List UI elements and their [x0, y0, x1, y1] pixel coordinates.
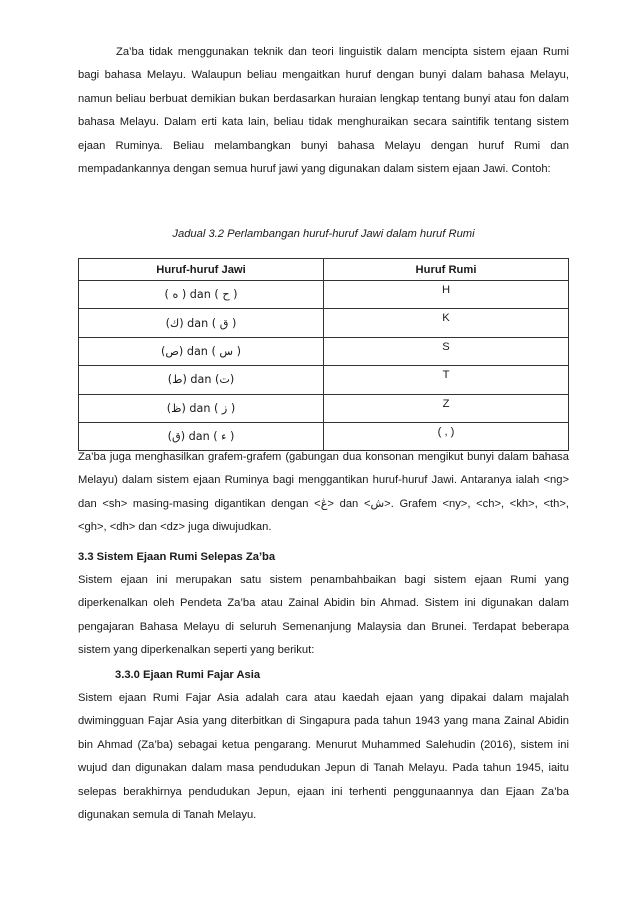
- fajar-asia-paragraph: Sistem ejaan Rumi Fajar Asia adalah cara atau kaedah ejaan yang dipakai dalam majalah dwimingguan Fajar Asia yang diterbitkan di Singapura pada tahun 1943 yang mana Zainal Abidin bin Ahmad (Za’ba) sebagai ketua pengarang. Menurut Muhammed Salehudin (2016), sistem ini wujud dan digunakan dalam masa pendudukan Jepun di Tanah Melayu. Pada tahun 1945, iaitu selepas berakhirnya pendudukan Jepun, ejaan ini terhenti penggunaannya dan Ejaan Za’ba digunakan semula di Tanah Melayu.: [78, 692, 569, 822]
- intro-paragraph: Za’ba tidak menggunakan teknik dan teori linguistik dalam mencipta sistem ejaan Rumi bagi bahasa Melayu. Walaupun beliau mengaitkan huruf dengan bunyi dalam bahasa Melayu, namun beliau berbuat demikian bukan berdasarkan huraian lengkap tentang bunyi atau fon dalam bahasa Melayu. Dalam erti kata lain, beliau tidak menghuraikan secara saintifik tentang sistem ejaan Ruminya. Beliau melambangkan bunyi bahasa Melayu dengan huruf Rumi dan mempadankannya dengan semua huruf jawi yang digunakan dalam sistem ejaan Jawi. Contoh:: [78, 46, 569, 176]
- jawi-rumi-table: [78, 258, 569, 451]
- rumi-cell: T: [324, 366, 569, 394]
- rumi-cell: H: [324, 281, 569, 309]
- jawi-cell: (ق) dan ( ء ): [79, 422, 324, 450]
- jawi-cell: (ك) dan ( ق ): [79, 309, 324, 337]
- header-rumi: Huruf Rumi: [324, 259, 569, 281]
- section-paragraph: Sistem ejaan ini merupakan satu sistem penambahbaikan bagi sistem ejaan Rumi yang diperkenalkan oleh Pendeta Za’ba atau Zainal Abidin bin Ahmad. Sistem ini digunakan dalam pengajaran Bahasa Melayu di seluruh Semenanjung Malaysia dan Brunei. Terdapat beberapa sistem yang diperkenalkan seperti yang berikut:: [78, 574, 569, 657]
- jawi-cell: (ظ) dan ( ز ): [79, 394, 324, 422]
- table-caption: Jadual 3.2 Perlambangan huruf-huruf Jawi dalam huruf Rumi: [172, 228, 475, 240]
- grapheme-paragraph: Za’ba juga menghasilkan grafem-grafem (gabungan dua konsonan mengikut bunyi dalam bahasa Melayu) dalam sistem ejaan Ruminya bagi menggantikan huruf-huruf Jawi. Antaranya ialah <ng> dan <sh> masing-masing digantikan dengan <ڠ> dan <ش>. Grafem <ny>, <ch>, <kh>, <th>, <gh>, <dh> dan <dz> juga diwujudkan.: [78, 451, 569, 534]
- jawi-cell: (ص) dan ( س ): [79, 337, 324, 365]
- rumi-cell: K: [324, 309, 569, 337]
- subsection-heading: 3.3.0 Ejaan Rumi Fajar Asia: [115, 669, 261, 681]
- section-heading: 3.3 Sistem Ejaan Rumi Selepas Za’ba: [78, 551, 276, 563]
- jawi-cell: ( ه ) dan ( ح ): [79, 281, 324, 309]
- rumi-cell: S: [324, 337, 569, 365]
- table-row: [79, 281, 569, 309]
- table-row: [79, 337, 569, 365]
- rumi-cell: Z: [324, 394, 569, 422]
- table-header-row: [79, 259, 569, 281]
- rumi-cell: ( , ): [324, 422, 569, 450]
- jawi-cell: (ط) dan (ت): [79, 366, 324, 394]
- table-row: [79, 394, 569, 422]
- table-row: [79, 309, 569, 337]
- header-jawi: Huruf-huruf Jawi: [79, 259, 324, 281]
- table-row: [79, 366, 569, 394]
